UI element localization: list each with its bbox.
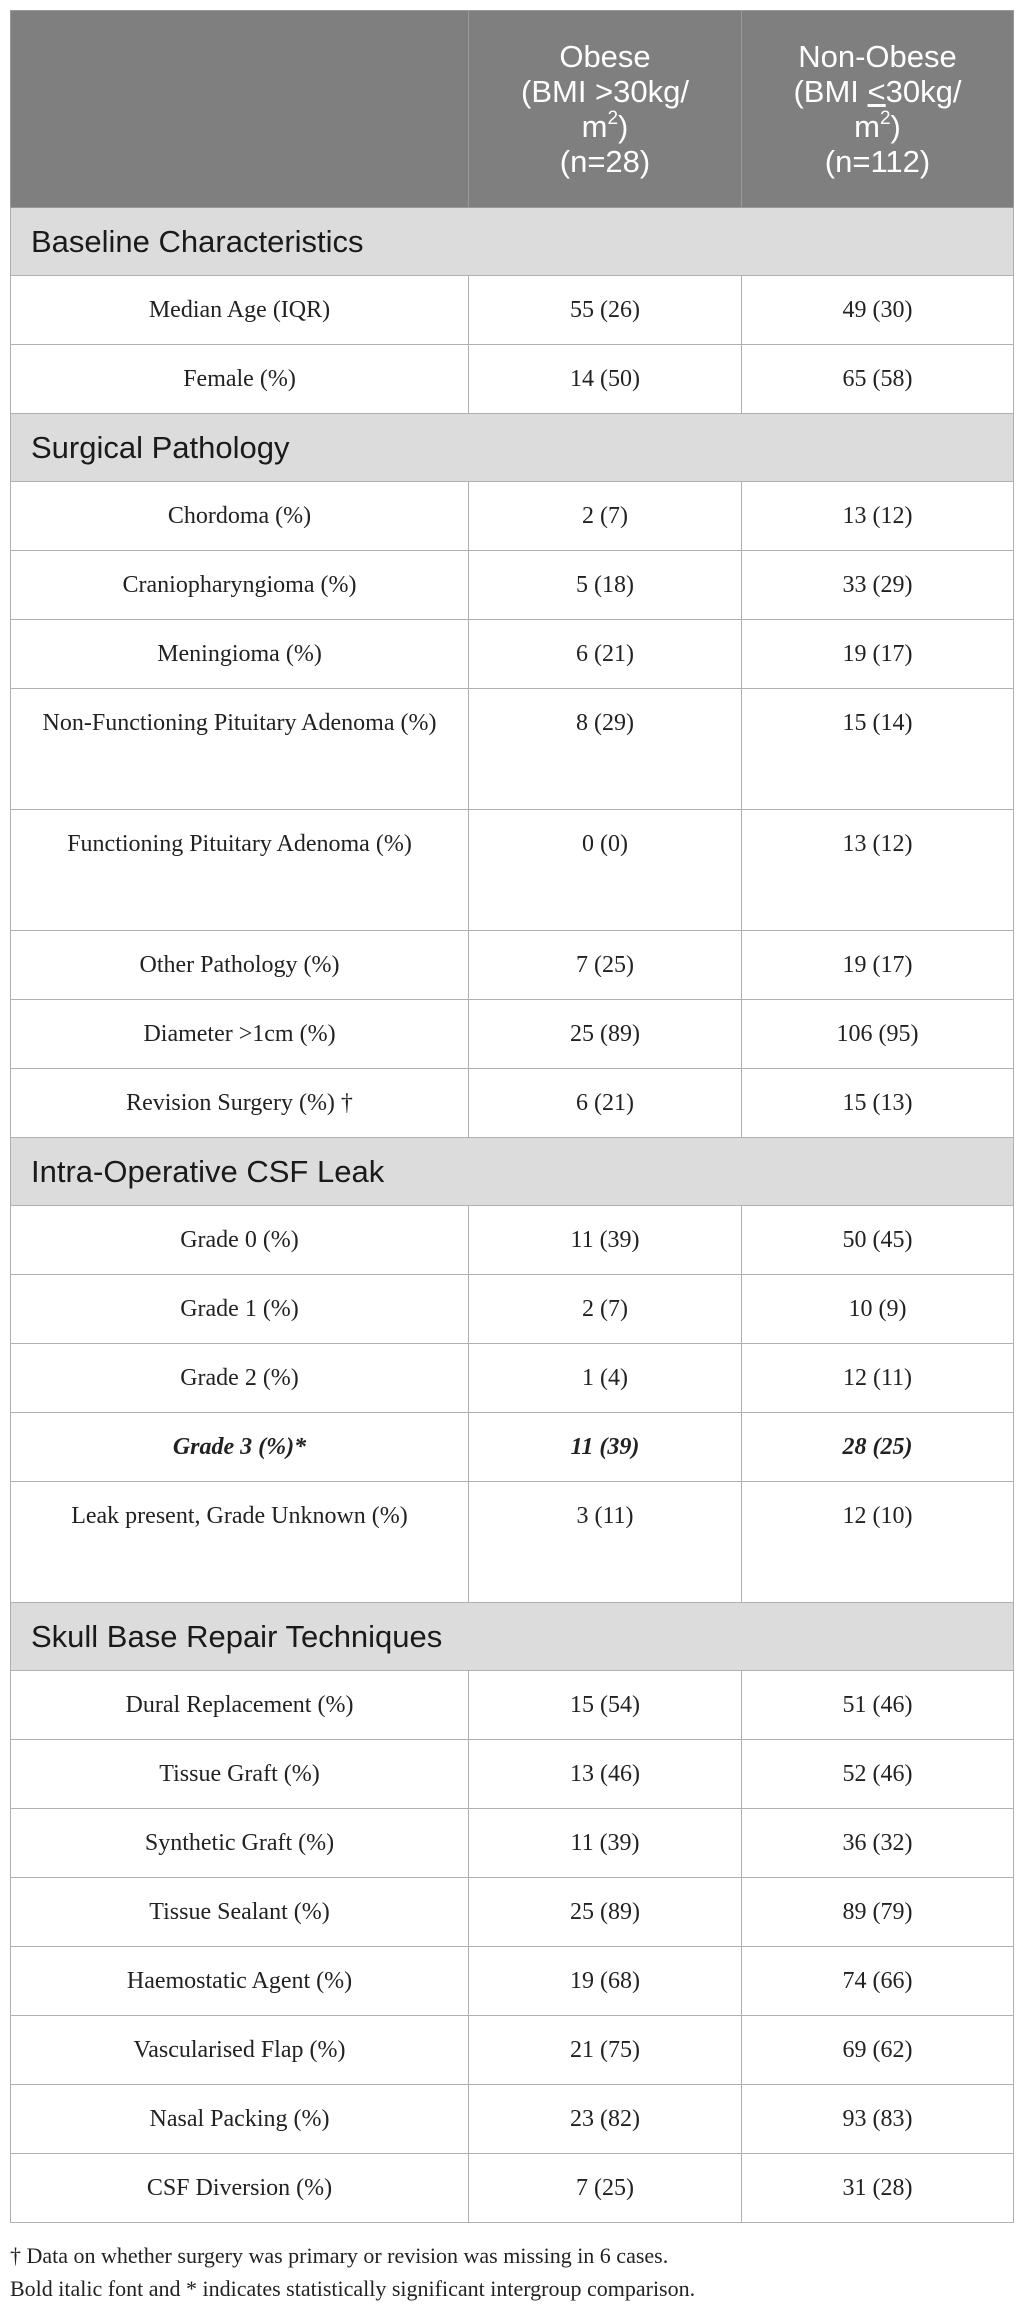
non-obese-value: 13 (12) [742,810,1014,931]
non-obese-value: 19 (17) [742,620,1014,689]
obese-value: 19 (68) [469,1947,742,2016]
header-obese-line2: (BMI >30kg/ [521,74,689,109]
obese-value: 7 (25) [469,2154,742,2223]
header-non-obese-line1: Non-Obese [798,39,957,74]
obese-value: 25 (89) [469,1878,742,1947]
table-row [11,551,1014,620]
header-obese-line1: Obese [559,39,651,74]
table-row [11,1740,1014,1809]
non-obese-value: 93 (83) [742,2085,1014,2154]
table-row [11,345,1014,414]
table-row [11,1482,1014,1603]
non-obese-value: 10 (9) [742,1275,1014,1344]
obese-value: 55 (26) [469,276,742,345]
row-label: Chordoma (%) [11,482,469,551]
header-obese-superscript: 2 [607,108,619,129]
header-obese-line3 [469,109,741,144]
section-title: Skull Base Repair Techniques [11,1603,1014,1671]
header-non-obese [742,11,1014,208]
obese-value: 11 (39) [469,1206,742,1275]
row-label: Nasal Packing (%) [11,2085,469,2154]
obese-value: 11 (39) [469,1413,742,1482]
table-row [11,689,1014,810]
less-equal-symbol: < [867,74,886,109]
obese-value: 7 (25) [469,931,742,1000]
table-container [10,10,1013,2305]
bmi-comparison-table [10,10,1014,2223]
row-label: Grade 1 (%) [11,1275,469,1344]
section-title: Surgical Pathology [11,414,1014,482]
row-label: Craniopharyngioma (%) [11,551,469,620]
header-non-obese-line3 [742,109,1013,144]
table-row [11,1809,1014,1878]
table-row [11,620,1014,689]
non-obese-value: 31 (28) [742,2154,1014,2223]
non-obese-value: 12 (11) [742,1344,1014,1413]
section-header [11,414,1014,482]
non-obese-value: 50 (45) [742,1206,1014,1275]
non-obese-value: 19 (17) [742,931,1014,1000]
table-row [11,931,1014,1000]
obese-value: 6 (21) [469,620,742,689]
table-row [11,810,1014,931]
header-non-obese-suffix: 30kg/ [885,74,962,109]
row-label: Median Age (IQR) [11,276,469,345]
non-obese-value: 74 (66) [742,1947,1014,2016]
obese-value: 15 (54) [469,1671,742,1740]
non-obese-value: 106 (95) [742,1000,1014,1069]
table-row [11,482,1014,551]
non-obese-value: 89 (79) [742,1878,1014,1947]
obese-value: 14 (50) [469,345,742,414]
significant-row [11,1413,1014,1482]
obese-value: 5 (18) [469,551,742,620]
table-row [11,276,1014,345]
header-non-obese-unit: m [854,109,880,144]
obese-value: 25 (89) [469,1000,742,1069]
header-obese-count: (n=28) [559,144,651,179]
header-non-obese-count: (n=112) [824,144,931,179]
table-body [11,208,1014,2223]
non-obese-value: 13 (12) [742,482,1014,551]
header-obese-close: ) [618,109,629,144]
table-row [11,1344,1014,1413]
non-obese-value: 69 (62) [742,2016,1014,2085]
header-obese-unit: m [581,109,608,144]
row-label: Non-Functioning Pituitary Adenoma (%) [11,689,469,810]
row-label: Grade 2 (%) [11,1344,469,1413]
header-row [11,11,1014,208]
table-row [11,2085,1014,2154]
header-non-obese-close: ) [890,109,901,144]
row-label: Diameter >1cm (%) [11,1000,469,1069]
row-label: Female (%) [11,345,469,414]
table-row [11,2154,1014,2223]
table-row [11,1206,1014,1275]
footnote-significance: Bold italic font and * indicates statistically significant intergroup comparison. [10,2276,696,2301]
row-label: Dural Replacement (%) [11,1671,469,1740]
non-obese-value: 65 (58) [742,345,1014,414]
obese-value: 13 (46) [469,1740,742,1809]
table-row [11,1947,1014,2016]
obese-value: 0 (0) [469,810,742,931]
table-footnotes [10,2239,1013,2305]
obese-value: 21 (75) [469,2016,742,2085]
header-non-obese-superscript: 2 [879,108,891,129]
section-title: Baseline Characteristics [11,208,1014,276]
obese-value: 3 (11) [469,1482,742,1603]
table-row [11,1275,1014,1344]
obese-value: 11 (39) [469,1809,742,1878]
non-obese-value: 15 (13) [742,1069,1014,1138]
header-non-obese-line2 [742,74,1013,109]
non-obese-value: 12 (10) [742,1482,1014,1603]
row-label: Other Pathology (%) [11,931,469,1000]
table-row [11,1878,1014,1947]
row-label: CSF Diversion (%) [11,2154,469,2223]
non-obese-value: 15 (14) [742,689,1014,810]
row-label: Tissue Graft (%) [11,1740,469,1809]
obese-value: 2 (7) [469,482,742,551]
row-label: Functioning Pituitary Adenoma (%) [11,810,469,931]
section-header [11,208,1014,276]
row-label: Vascularised Flap (%) [11,2016,469,2085]
row-label: Leak present, Grade Unknown (%) [11,1482,469,1603]
table-row [11,1069,1014,1138]
footnote-dagger: † Data on whether surgery was primary or revision was missing in 6 cases. [10,2243,669,2268]
row-label: Haemostatic Agent (%) [11,1947,469,2016]
row-label: Revision Surgery (%) † [11,1069,469,1138]
section-header [11,1603,1014,1671]
header-non-obese-prefix: (BMI [793,74,868,109]
header-obese [469,11,742,208]
non-obese-value: 52 (46) [742,1740,1014,1809]
table-row [11,1671,1014,1740]
section-title: Intra-Operative CSF Leak [11,1138,1014,1206]
obese-value: 6 (21) [469,1069,742,1138]
header-label-column [11,11,469,208]
non-obese-value: 28 (25) [742,1413,1014,1482]
section-header [11,1138,1014,1206]
non-obese-value: 51 (46) [742,1671,1014,1740]
obese-value: 8 (29) [469,689,742,810]
non-obese-value: 33 (29) [742,551,1014,620]
obese-value: 1 (4) [469,1344,742,1413]
row-label: Grade 0 (%) [11,1206,469,1275]
table-row [11,2016,1014,2085]
non-obese-value: 49 (30) [742,276,1014,345]
row-label: Grade 3 (%)* [11,1413,469,1482]
obese-value: 2 (7) [469,1275,742,1344]
row-label: Meningioma (%) [11,620,469,689]
table-row [11,1000,1014,1069]
row-label: Synthetic Graft (%) [11,1809,469,1878]
obese-value: 23 (82) [469,2085,742,2154]
non-obese-value: 36 (32) [742,1809,1014,1878]
row-label: Tissue Sealant (%) [11,1878,469,1947]
